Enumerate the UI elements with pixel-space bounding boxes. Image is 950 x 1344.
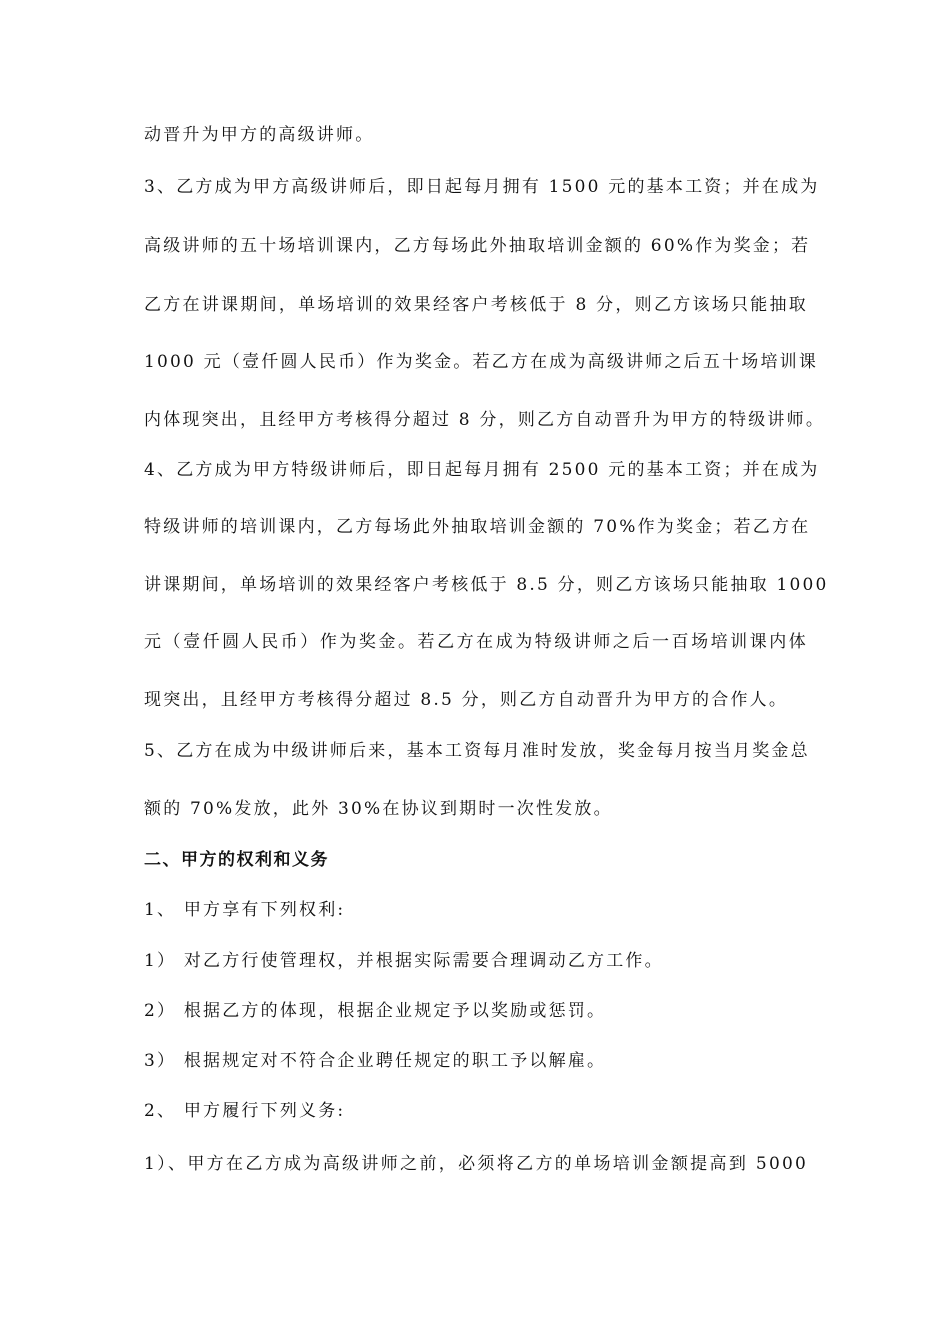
clause-4-line-4: 元（壹仟圆人民币）作为奖金。若乙方在成为特级讲师之后一百场培训课内体 xyxy=(144,632,808,652)
rights-item-1: 1） 对乙方行使管理权，并根据实际需要合理调动乙方工作。 xyxy=(144,951,664,971)
clause-3-line-3: 乙方在讲课期间，单场培训的效果经客户考核低于 8 分，则乙方该场只能抽取 xyxy=(144,295,808,315)
obligations-heading: 2、 甲方履行下列义务: xyxy=(144,1101,346,1121)
clause-5-line-1: 5、乙方在成为中级讲师后来，基本工资每月准时发放，奖金每月按当月奖金总 xyxy=(144,741,810,761)
clause-3-line-2: 高级讲师的五十场培训课内，乙方每场此外抽取培训金额的 60%作为奖金；若 xyxy=(144,236,811,256)
rights-item-3: 3） 根据规定对不符合企业聘任规定的职工予以解雇。 xyxy=(144,1051,607,1071)
obligations-item-1: 1）、甲方在乙方成为高级讲师之前，必须将乙方的单场培训金额提高到 5000 xyxy=(144,1154,808,1174)
clause-3-line-1: 3、乙方成为甲方高级讲师后，即日起每月拥有 1500 元的基本工资；并在成为 xyxy=(144,177,820,197)
clause-4-line-1: 4、乙方成为甲方特级讲师后，即日起每月拥有 2500 元的基本工资；并在成为 xyxy=(144,460,820,480)
section-heading: 二、甲方的权利和义务 xyxy=(144,850,329,870)
clause-4-line-3: 讲课期间，单场培训的效果经客户考核低于 8.5 分，则乙方该场只能抽取 1000 xyxy=(144,575,829,595)
clause-4-line-5: 现突出，且经甲方考核得分超过 8.5 分，则乙方自动晋升为甲方的合作人。 xyxy=(144,690,789,710)
rights-heading: 1、 甲方享有下列权利: xyxy=(144,900,346,920)
clause-5-line-2: 额的 70%发放，此外 30%在协议到期时一次性发放。 xyxy=(144,799,613,819)
text-line-continuation: 动晋升为甲方的高级讲师。 xyxy=(144,125,375,145)
clause-3-line-4: 1000 元（壹仟圆人民币）作为奖金。若乙方在成为高级讲师之后五十场培训课 xyxy=(144,352,819,372)
clause-4-line-2: 特级讲师的培训课内，乙方每场此外抽取培训金额的 70%作为奖金；若乙方在 xyxy=(144,517,811,537)
rights-item-2: 2） 根据乙方的体现，根据企业规定予以奖励或惩罚。 xyxy=(144,1001,607,1021)
clause-3-line-5: 内体现突出，且经甲方考核得分超过 8 分，则乙方自动晋升为甲方的特级讲师。 xyxy=(144,410,826,430)
